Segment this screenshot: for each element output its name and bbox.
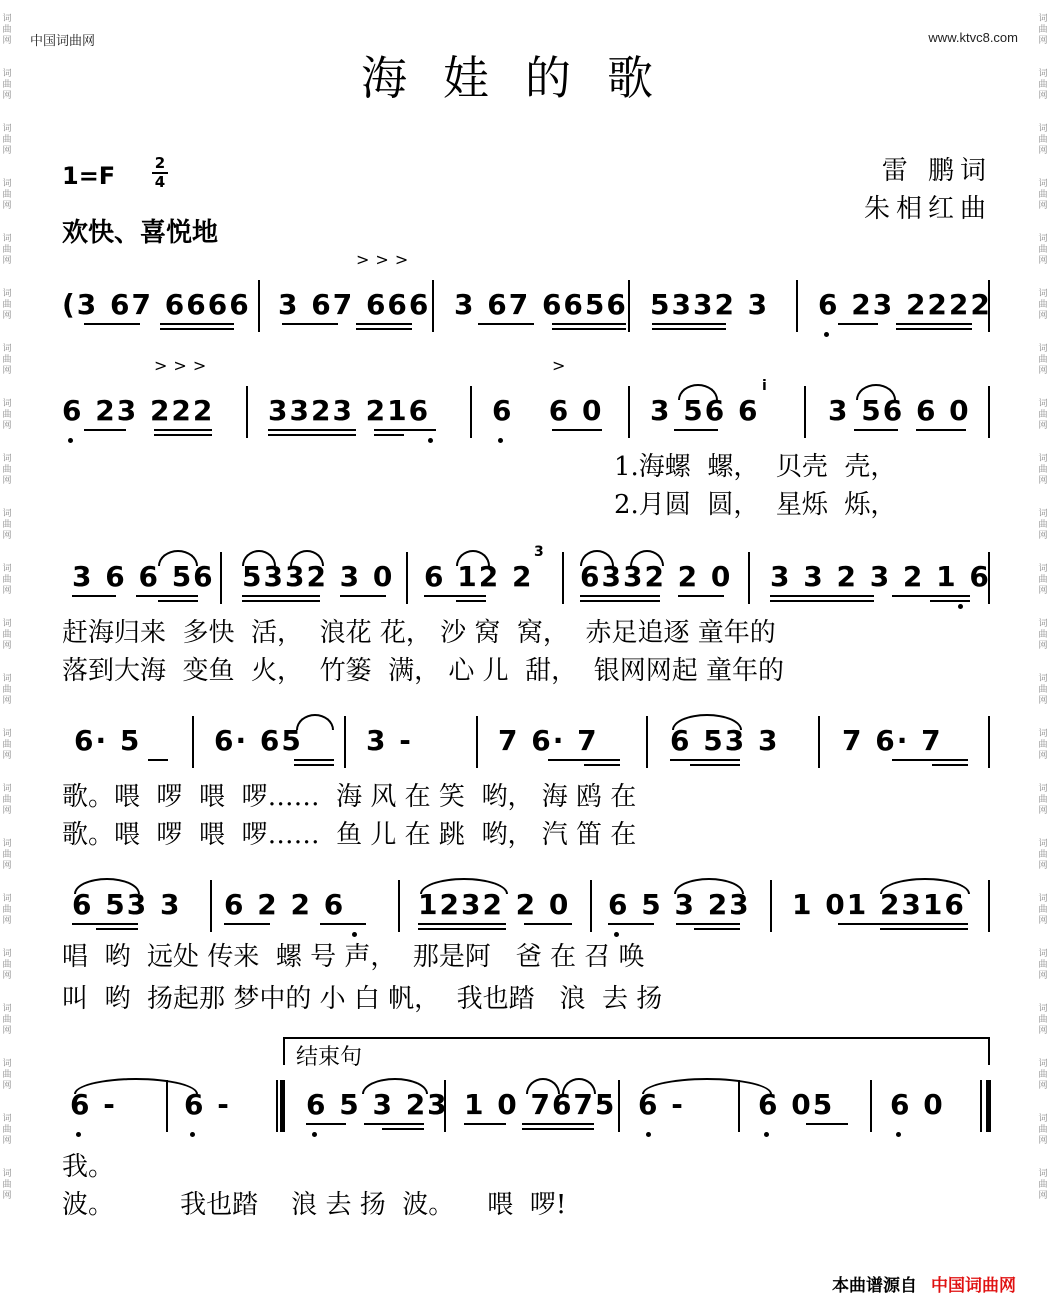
- measure: 3 -: [366, 724, 413, 757]
- measure: 6 23 222: [62, 394, 215, 427]
- measure: 1 01 2316: [792, 888, 966, 921]
- measure: 3 3 2 3 2 1 6: [770, 560, 991, 593]
- time-signature: [152, 156, 168, 190]
- measure: 6 0: [890, 1088, 945, 1121]
- measure: 6 -: [184, 1088, 231, 1121]
- accent-marks: >>>: [356, 250, 415, 269]
- measure: 1 0 7675: [464, 1088, 617, 1121]
- header-site-name: 中国词曲网: [30, 33, 96, 48]
- measure: 6· 5: [74, 724, 142, 757]
- measure: 3 6 6 56: [72, 560, 215, 593]
- lyrics-verse-2: 歌。喂 啰 喂 啰…… 鱼 儿 在 跳 哟， 汽 笛 在: [62, 820, 637, 850]
- score-row-1: [62, 250, 992, 340]
- measure: 6 5 3 23: [306, 1088, 449, 1121]
- measure: 6 2 2 6: [224, 888, 346, 921]
- measure: 1232 2 0: [418, 888, 571, 921]
- measure: 3 56 6 0: [828, 394, 971, 427]
- accent-marks: >>>: [154, 356, 213, 375]
- lyrics-verse-2: 2.月圆 圆， 星烁 烁，: [614, 490, 897, 520]
- measure: 5332 3: [650, 288, 770, 321]
- measure: 3323 216: [268, 394, 431, 427]
- lyrics-verse-2: 落到大海 变鱼 火， 竹篓 满， 心 儿 甜， 银网网起 童年的: [62, 656, 784, 686]
- measure: 6 6 0: [492, 394, 604, 427]
- measure: (3 67 6666: [62, 288, 251, 321]
- measure: 6 5 3 23: [608, 888, 751, 921]
- grace-note: i: [762, 378, 767, 394]
- lyrics-verse-2: 叫 哟 扬起那 梦中的 小 白 帆， 我也踏 浪 去 扬: [62, 984, 663, 1014]
- measure: 6332 2 0: [580, 560, 733, 593]
- grace-note: 3: [534, 544, 544, 560]
- score-row-5: [62, 880, 992, 940]
- lyrics-verse-2: 波。 我也踏 浪 去 扬 波。 喂 啰!: [62, 1190, 567, 1220]
- composer-credit: 朱相红曲: [863, 194, 992, 224]
- header-site-url: www.ktvc8.com: [928, 30, 1018, 45]
- lyrics-verse-1: 1.海螺 螺， 贝壳 壳，: [614, 452, 897, 482]
- measure: 3 67 6656: [454, 288, 628, 321]
- measure: 6 23 2222: [818, 288, 992, 321]
- measure: 5332 3 0: [242, 560, 395, 593]
- footer-source-label: 本曲谱源自: [832, 1276, 917, 1296]
- lyrics-verse-1: 歌。喂 啰 喂 啰…… 海 风 在 笑 哟， 海 鸥 在: [62, 782, 637, 812]
- score-row-6: [62, 1080, 992, 1140]
- measure: 6· 65: [214, 724, 303, 757]
- footer-brand-link[interactable]: 中国词曲网: [931, 1276, 1016, 1296]
- accent-mark: >: [552, 356, 572, 375]
- measure: 6 05: [758, 1088, 835, 1121]
- tempo-marking: 欢快、喜悦地: [62, 218, 219, 248]
- measure: 6 53 3: [72, 888, 182, 921]
- ending-label: 结束句: [296, 1045, 363, 1070]
- lyricist-credit: 雷 鹏词: [881, 156, 992, 186]
- lyrics-verse-1: 赶海归来 多快 活， 浪花 花， 沙 窝 窝， 赤足追逐 童年的: [62, 618, 776, 648]
- lyrics-verse-1: 我。: [62, 1152, 115, 1182]
- meter-top: 2: [154, 154, 166, 172]
- score-row-2: [62, 356, 992, 446]
- side-watermark-right: 词 曲 网 词 曲 网 词 曲 网 词 曲 网 词 曲 网 词 曲 网 词 曲 网 词 曲 网 词 曲 网 词 曲 网 词 曲 网 词 曲 网 词 曲 网 词 曲 网 词 曲 网 词 曲 网 词 曲 网 词 曲 网 词 曲 网 词 曲 网 词 曲 网 词 曲 网: [1038, 14, 1048, 1201]
- measure: 6 -: [638, 1088, 685, 1121]
- meter-bottom: 4: [154, 173, 166, 191]
- song-title: 海娃的歌: [361, 51, 689, 105]
- measure: 7 6· 7: [842, 724, 943, 757]
- measure: 7 6· 7: [498, 724, 599, 757]
- score-row-3: [62, 544, 992, 612]
- lyrics-verse-1: 唱 哟 远处 传来 螺 号 声， 那是阿 爸 在 召 唤: [62, 942, 645, 972]
- measure: 3 67 666: [278, 288, 431, 321]
- measure: 6 -: [70, 1088, 117, 1121]
- measure: 3 56 6: [650, 394, 760, 427]
- measure: 6 12 2: [424, 560, 534, 593]
- measure: 6 53 3: [670, 724, 780, 757]
- score-row-4: [62, 716, 992, 776]
- key-signature: 1=F: [62, 162, 116, 190]
- ending-bracket: [283, 1037, 990, 1065]
- side-watermark-left: 词 曲 网 词 曲 网 词 曲 网 词 曲 网 词 曲 网 词 曲 网 词 曲 网 词 曲 网 词 曲 网 词 曲 网 词 曲 网 词 曲 网 词 曲 网 词 曲 网 词 曲 网 词 曲 网 词 曲 网 词 曲 网 词 曲 网 词 曲 网 词 曲 网 词 曲 网: [2, 14, 12, 1201]
- footer-source: [832, 1271, 1016, 1296]
